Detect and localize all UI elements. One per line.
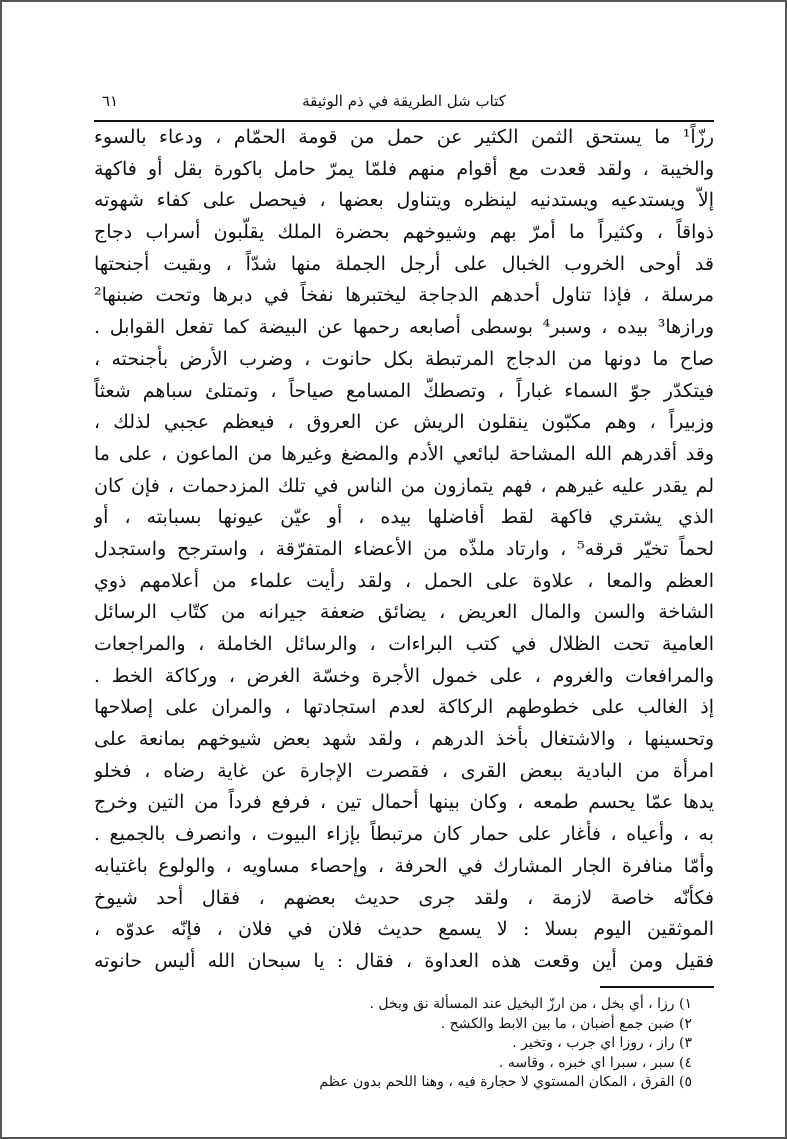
text-line: يدها عمّا يحسم طمعه ، وكان بينها أحمال تين ، فرفع فرداً من التين وخرج xyxy=(94,791,714,814)
running-title: كتاب شل الطريقة في ذم الوثيقة xyxy=(302,92,506,110)
footnote-rule xyxy=(600,986,714,988)
text-line: وتحسينها ، والاشتغال بأخذ الدرهم ، ولقد شهد بعض شيوخهم بمانعة على xyxy=(94,728,714,751)
text-line: والخيبة ، ولقد قعدت مع أقوام منهم فلمّا يمرّ حامل باكورة بقل أو فاكهة xyxy=(94,157,714,180)
text-line: إلاّ ويستدعيه ويستدنيه لينظره ويتناول بعضها ، فيحصل على كفاء شهوته xyxy=(94,189,714,212)
text-line: فيتكدّر جوّ السماء غباراً ، وتصطكّ المسامع صياحاً ، وتمتلئ سباهم شعثاً xyxy=(94,379,714,402)
text-line: الموثقين اليوم بسلا : لا يسمع حديث فلان في فلان ، فإنّه عدوّه ، xyxy=(94,918,714,941)
text-line: الذي يشتري فاكهة لقط أفاضلها بيده ، أو عيّن عيونها بسبابته ، أو xyxy=(94,506,714,529)
text-line: امرأة من البادية ببعض القرى ، فقصرت الإجارة عن غاية رضاه ، فخلو xyxy=(94,759,714,782)
text-line: العامية تحت الظلال في كتب البراءات ، والرسائل الخاملة ، والمراجعات xyxy=(94,633,714,655)
text-line: والمرافعات والغروم ، على خمول الأجرة وخسّة الغرض ، وركاكة الخط . xyxy=(94,664,714,687)
text-line: فكأنّه خاصة لازمة ، ولقد جرى حديث بعضهم ، فقال أحد شيوخ xyxy=(94,886,714,909)
footnote: ٤) سبر ، سبرا اي خبره ، وقاسه . xyxy=(498,1054,692,1071)
footnote: ١) رزا ، أي بخل ، من ارزّ البخيل عند المسألة نق وبخل . xyxy=(369,996,692,1012)
footnotes xyxy=(202,995,692,1093)
text-line: ورازها³ بيده ، وسبر⁴ بوسطى أصابعه رحمها عن البيضة كما تفعل القوابل . xyxy=(94,316,714,339)
text-line: قد أوحى الخروب الخبال على أرجل الجملة منها شدّاً ، وبقيت أجنحتها xyxy=(94,252,714,275)
text-line: لحماً تخيّر قرقه⁵ ، وارتاد ملذّه من الأعضاء المتفرّقة ، واسترجح واستجدل xyxy=(94,537,714,560)
body-text xyxy=(94,122,714,978)
text-line: وقد أقدرهم الله المشاحة لبائعي الأدم والمضغ وغيرها من الماعون ، على ما xyxy=(94,442,714,465)
text-line: إذ الغالب على خطوطهم الركاكة لعدم استجادتها ، والمران على إصلاحها xyxy=(94,696,714,719)
text-line: رزّاً¹ ما يستحق الثمن الكثير عن حمل من قومة الحمّام ، ودعاء بالسوء xyxy=(94,126,714,148)
text-line: لم يقدر عليه غيرهم ، فهم يتمازون من الناس في تلك المزدحمات ، فإن كان xyxy=(94,474,714,497)
text-line: ذواقاً ، وكثيراً ما أمرّ بهم وشيوخهم بحضرة الملك يقلّبون أسراب دجاج xyxy=(94,221,714,244)
text-line: وأمّا منافرة الجار المشارك في الحرفة ، وإحصاء مساويه ، والولوع باغتيابه xyxy=(94,854,714,877)
running-header xyxy=(94,90,714,116)
text-line: به ، وأعياه ، فأغار على حمار كان مرتبطاً بإزاء البيوت ، وانصرف بالجميع . xyxy=(94,823,714,846)
text-line: فقيل ومن أين وقعت هذه العداوة ، فقال : يا سبحان الله أليس حانوته xyxy=(94,949,714,972)
footnote: ٣) راز ، روزا اي جرب ، وتخير . xyxy=(512,1035,692,1051)
text-line: العظم والمعا ، علاوة على الحمل ، ولقد رأيت علماء من أعلامهم ذوي xyxy=(94,569,714,592)
text-line: صاح ما دونها من الدجاج المرتبطة بكل حانوت ، وضرب الأرض بأجنحته ، xyxy=(94,347,714,370)
page-number: ٦١ xyxy=(102,92,119,110)
footnote: ٥) القرق ، المكان المستوي لا حجارة فيه ، وهنا اللحم بدون عظم xyxy=(319,1074,692,1090)
text-line: مرسلة ، فإذا تناول أحدهم الدجاجة ليختبرها نفخاً في دبرها وتحت ضبنها² xyxy=(94,284,714,307)
text-line: الشاخة والسن والمال العريض ، يضائق ضعفة جيرانه من كتّاب الرسائل xyxy=(94,601,714,624)
footnote: ٢) ضبن جمع أضبان ، ما بين الابط والكشح . xyxy=(440,1015,692,1032)
text-line: وزبيراً ، وهم مكبّون ينقلون الريش عن العروق ، فيعظم عجبي لذلك ، xyxy=(94,411,714,434)
